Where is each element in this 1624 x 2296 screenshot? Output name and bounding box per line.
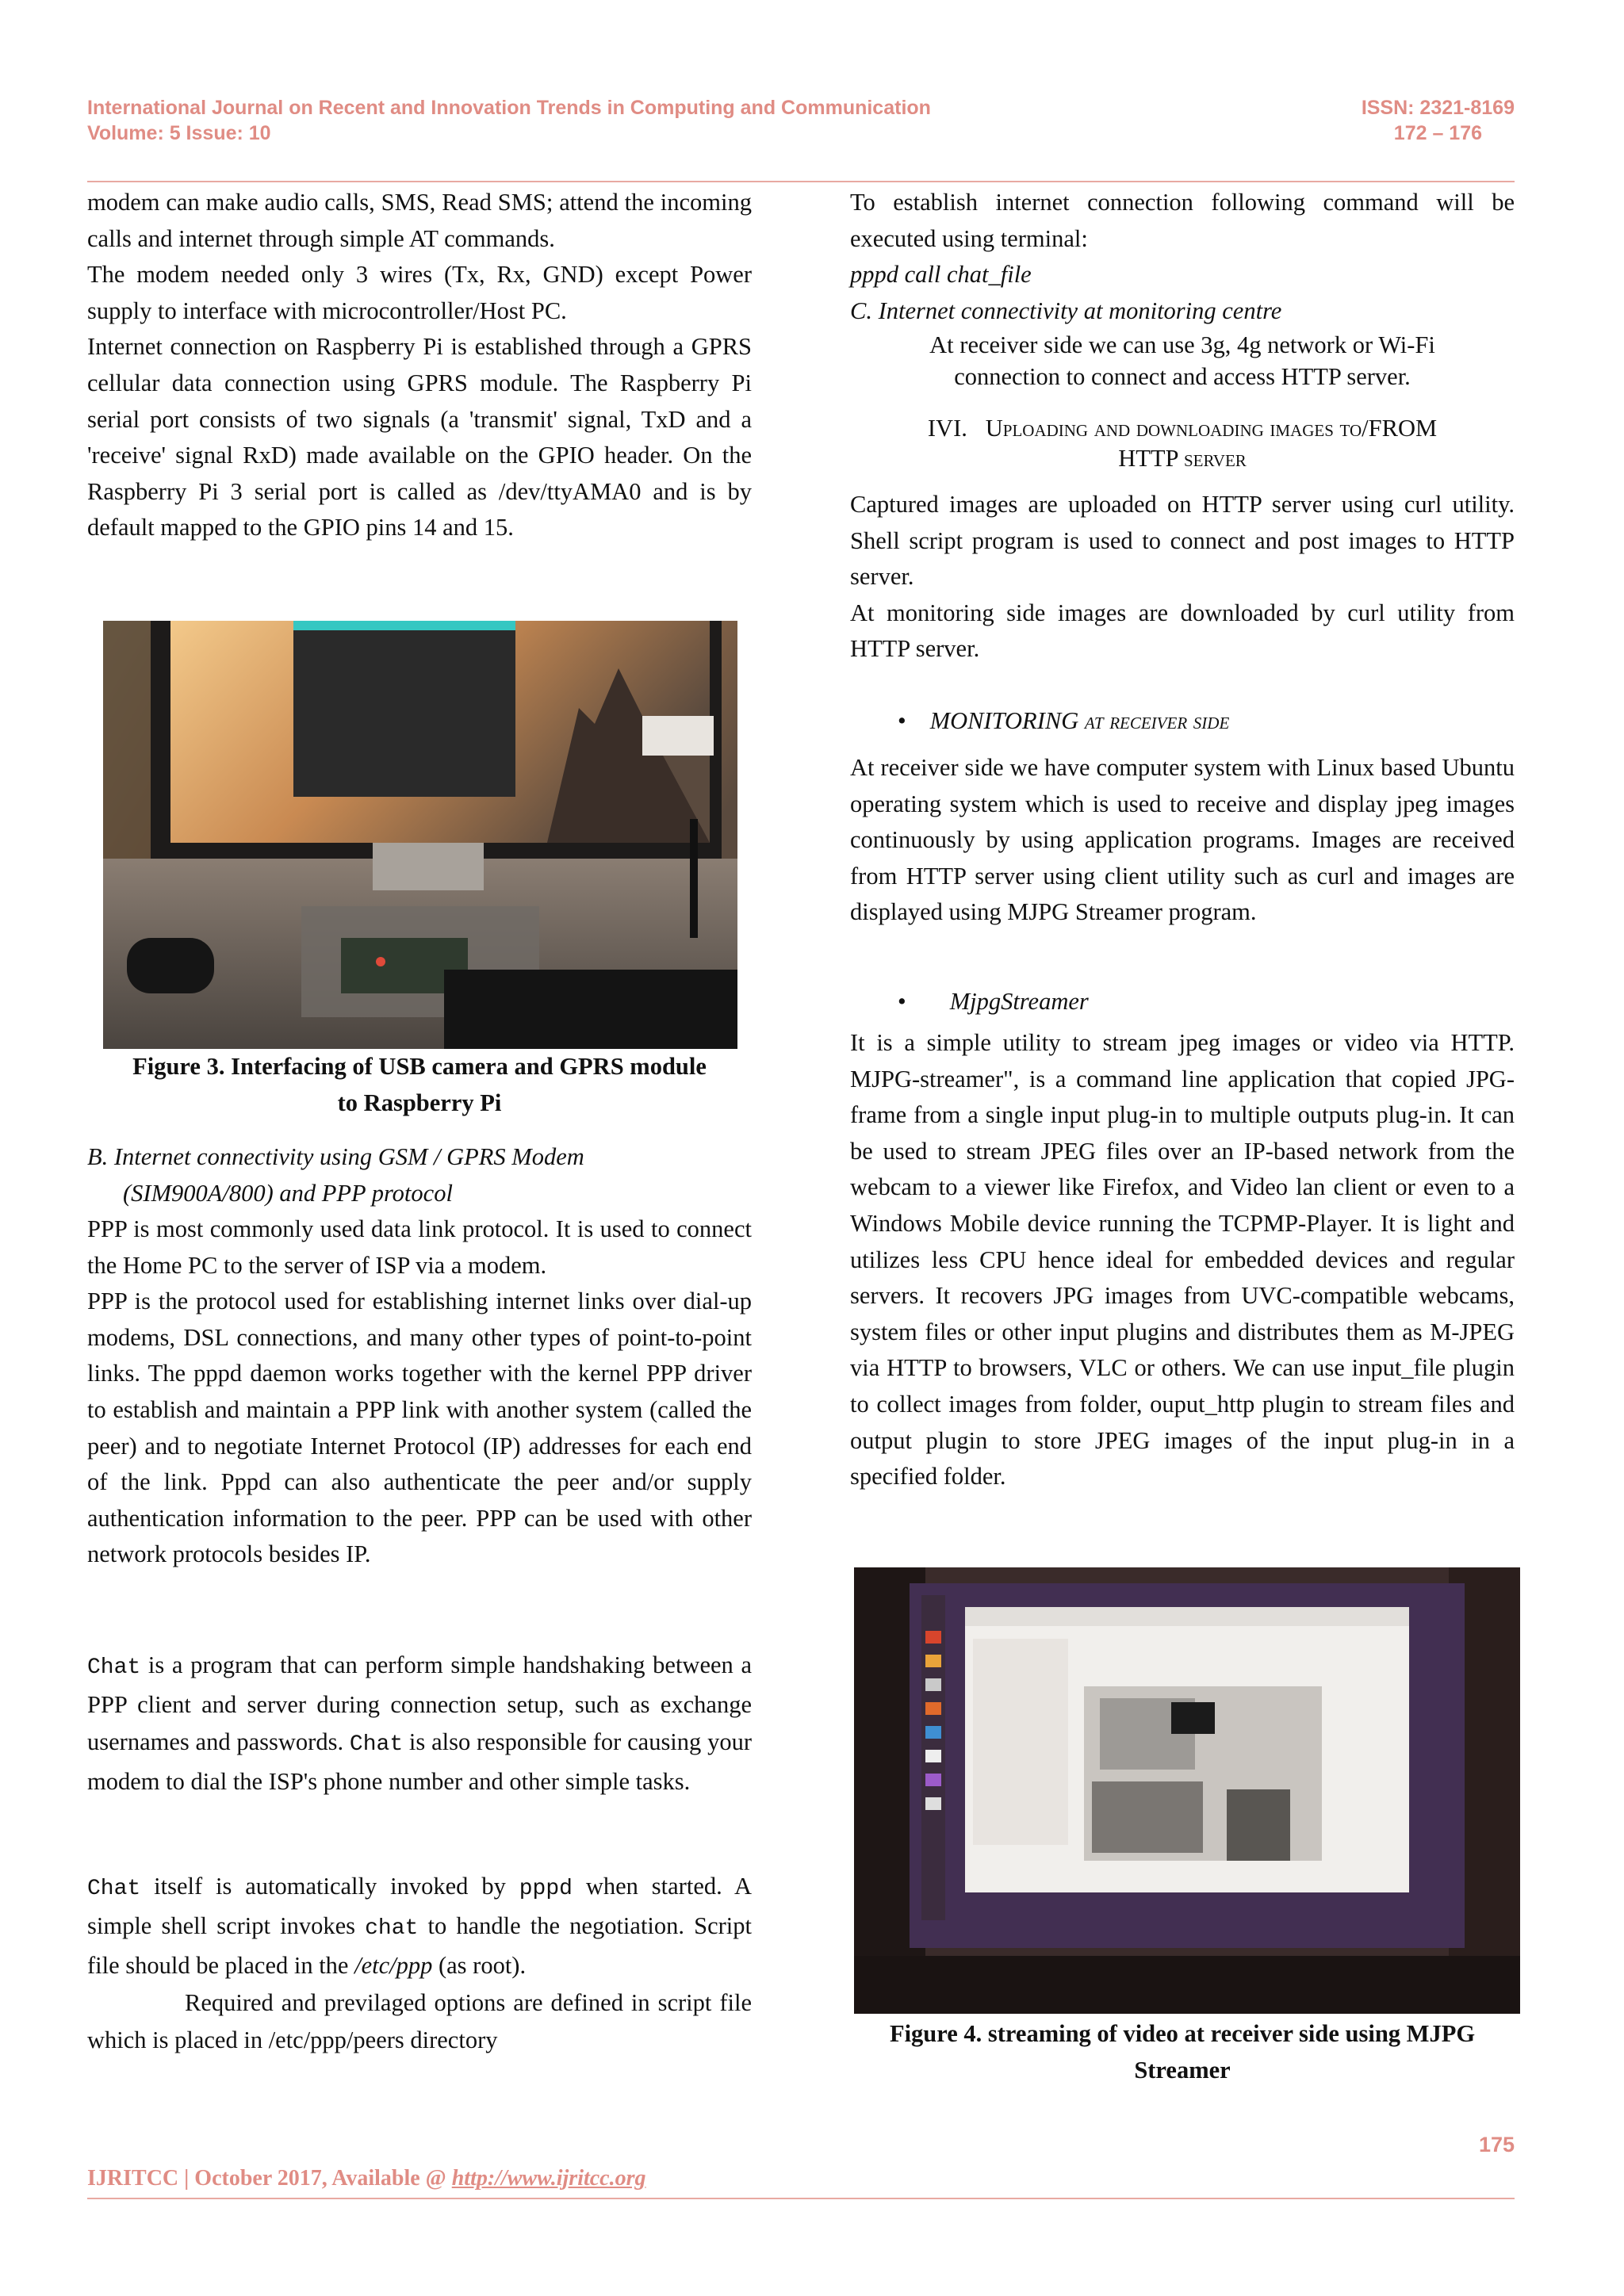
- right-paragraph-5-block: [850, 750, 1515, 931]
- header-left: [87, 95, 931, 146]
- header-rule: [87, 181, 1515, 182]
- right-paragraph-1: To establish internet connection following command will be executed using terminal:: [850, 189, 1515, 252]
- bullet-mjpg-label: MjpgStreamer: [949, 988, 1089, 1015]
- section-4-title-b: /FROM: [1362, 415, 1438, 442]
- left-paragraph-3: Internet connection on Raspberry Pi is established through a GPRS cellular data connection using GPRS module. The Raspberry Pi serial port consists of two signals (a 'transmit' signal, TxD and a 'receive' signal RxD) made available on the GPIO header. On the Raspberry Pi 3 serial port is called as /dev/ttyAMA0 and is by default mapped to the GPIO pins 14 and 15.: [87, 333, 752, 541]
- chat-text-a: is a program that can perform simple handshaking between a PPP client and server during connection setup, such as exchange usernames and passwords.: [87, 1651, 752, 1755]
- figure-4-caption: [850, 2016, 1515, 2088]
- figure-3-caption-line-1: Figure 3. Interfacing of USB camera and GPRS module: [132, 1053, 707, 1080]
- right-paragraph-4: At monitoring side images are downloaded by curl utility from HTTP server.: [850, 599, 1515, 663]
- right-column-middle: [850, 487, 1515, 668]
- bullet-dot: •: [898, 988, 906, 1015]
- footer-link[interactable]: http://www.ijritcc.org: [451, 2166, 646, 2191]
- chat-code-4: chat: [365, 1916, 419, 1941]
- chat-invoke-paragraph: [87, 1868, 752, 2059]
- bullet-mjpg: [898, 984, 1516, 1020]
- figure-3-image: [103, 621, 737, 1049]
- chat-paragraph: [87, 1647, 752, 1800]
- header-right: [1362, 95, 1515, 146]
- volume-issue: Volume: 5 Issue: 10: [87, 122, 271, 144]
- chat-code-1: Chat: [87, 1655, 141, 1680]
- invoke-text-d: (as root).: [432, 1952, 527, 1979]
- pppd-code: pppd: [519, 1877, 573, 1901]
- figure-4-caption-line-2: Streamer: [1134, 2056, 1231, 2084]
- bullet-monitoring-a: MONITORING: [929, 707, 1079, 734]
- invoke-text-c: to handle the negotiation. Script file should be placed in the: [87, 1912, 753, 1979]
- left-paragraph-5: PPP is the protocol used for establishing internet links over dial-up modems, DSL connections, and many other types of point-to-point links. The pppd daemon works together with the kernel PPP driver to establish and maintain a PPP link with another system (called the peer) and to negotiate Internet Protocol (IP) addresses for each end of the link. Pppd can also authenticate the peer and/or supply authentication information to the peer. PPP can be used with other network protocols besides IP.: [87, 1288, 752, 1568]
- chat-code-2: Chat: [349, 1732, 404, 1757]
- left-column-bottom: [87, 1211, 752, 1573]
- left-paragraph-1: modem can make audio calls, SMS, Read SMS; attend the incoming calls and internet through simple AT commands.: [87, 189, 752, 252]
- figure-4-caption-line-1: Figure 4. streaming of video at receiver side using MJPG: [889, 2020, 1476, 2047]
- section-4-title-a: Uploading and downloading images to: [985, 415, 1362, 442]
- section-b-line-2: (SIM900A/800) and PPP protocol: [123, 1179, 453, 1207]
- footer-text: [87, 2166, 646, 2191]
- figure-4-photo: [854, 1567, 1520, 2014]
- right-paragraph-5: At receiver side we have computer system with Linux based Ubuntu operating system which is used to receive and display jpeg images continuously by using application programs. Images are received from HTTP server using client utility such as curl and images are displayed using MJPG Streamer program.: [850, 754, 1515, 926]
- ppp-command: pppd call chat_file: [850, 261, 1032, 289]
- section-4-number: IVI.: [927, 415, 967, 442]
- bullet-dot: •: [898, 707, 906, 734]
- page-number: 175: [1478, 2133, 1515, 2156]
- right-paragraph-2: At receiver side we can use 3g, 4g network or Wi-Fi connection to connect and access HTTP server.: [929, 331, 1435, 391]
- right-paragraph-3: Captured images are uploaded on HTTP server using curl utility. Shell script program is used to connect and post images to HTTP server.: [850, 491, 1515, 591]
- chat-code-3: Chat: [87, 1877, 141, 1901]
- figure-3-caption-line-2: to Raspberry Pi: [337, 1089, 502, 1116]
- issn: ISSN: 2321-8169: [1361, 97, 1515, 119]
- right-paragraph-6-block: [850, 1025, 1515, 1495]
- etc-ppp-path: /etc/ppp: [354, 1952, 433, 1979]
- figure-3-caption: [87, 1049, 752, 1121]
- footer-label: IJRITCC | October 2017, Available @: [87, 2166, 452, 2191]
- chat-text-b: is also responsible for causing your modem to dial the ISP's phone number and other simple tasks.: [87, 1728, 752, 1795]
- figure-3-photo: [103, 621, 737, 1049]
- section-b-heading: [87, 1139, 752, 1211]
- left-paragraph-8: Required and previlaged options are defined in script file which is placed in /etc/ppp/peers directory: [87, 1989, 752, 2053]
- section-4-title-c: HTTP server: [1118, 445, 1247, 472]
- section-c-heading: C. Internet connectivity at monitoring centre: [850, 297, 1282, 324]
- section-4-heading: [850, 413, 1515, 473]
- invoke-text-a: itself is automatically invoked by: [140, 1873, 519, 1900]
- journal-title: International Journal on Recent and Innovation Trends in Computing and Communication: [87, 97, 931, 119]
- right-paragraph-6: It is a simple utility to stream jpeg images or video via HTTP. MJPG-streamer", is a command line application that copied JPG-frame from a single input plug-in to multiple outputs plug-in. It can be used to stream JPEG files over an IP-based network from the webcam to a viewer like Firefox, and Video lan client or even to a Windows Mobile device running the TCPMP-Player. It is light and utilizes less CPU hence ideal for embedded devices and regular servers. It recovers JPG images from UVC-compatible webcams, system files or other input plugins and distributes them as M-JPEG via HTTP to browsers, VLC or others. We can use input_file plugin to collect images from folder, ouput_http plugin to stream files and output plugin to store JPEG images of the input plug-in in a specified folder.: [850, 1029, 1515, 1490]
- left-paragraph-4: PPP is most commonly used data link protocol. It is used to connect the Home PC to the server of ISP via a modem.: [87, 1215, 752, 1279]
- bullet-monitoring-b: at receiver side: [1078, 707, 1230, 734]
- page-range: 172 – 176: [1393, 122, 1483, 144]
- left-paragraph-2: The modem needed only 3 wires (Tx, Rx, GND) except Power supply to interface with microcontroller/Host PC.: [87, 261, 752, 324]
- right-column-top: [850, 185, 1515, 392]
- section-b-line-1: B. Internet connectivity using GSM / GPRS Modem: [87, 1143, 584, 1170]
- invoke-text-b: when started. A simple shell script invokes: [87, 1873, 752, 1939]
- left-column-top: [87, 185, 752, 546]
- figure-4-image: [854, 1567, 1520, 2014]
- footer-rule: [87, 2198, 1515, 2199]
- bullet-monitoring: [898, 703, 1516, 740]
